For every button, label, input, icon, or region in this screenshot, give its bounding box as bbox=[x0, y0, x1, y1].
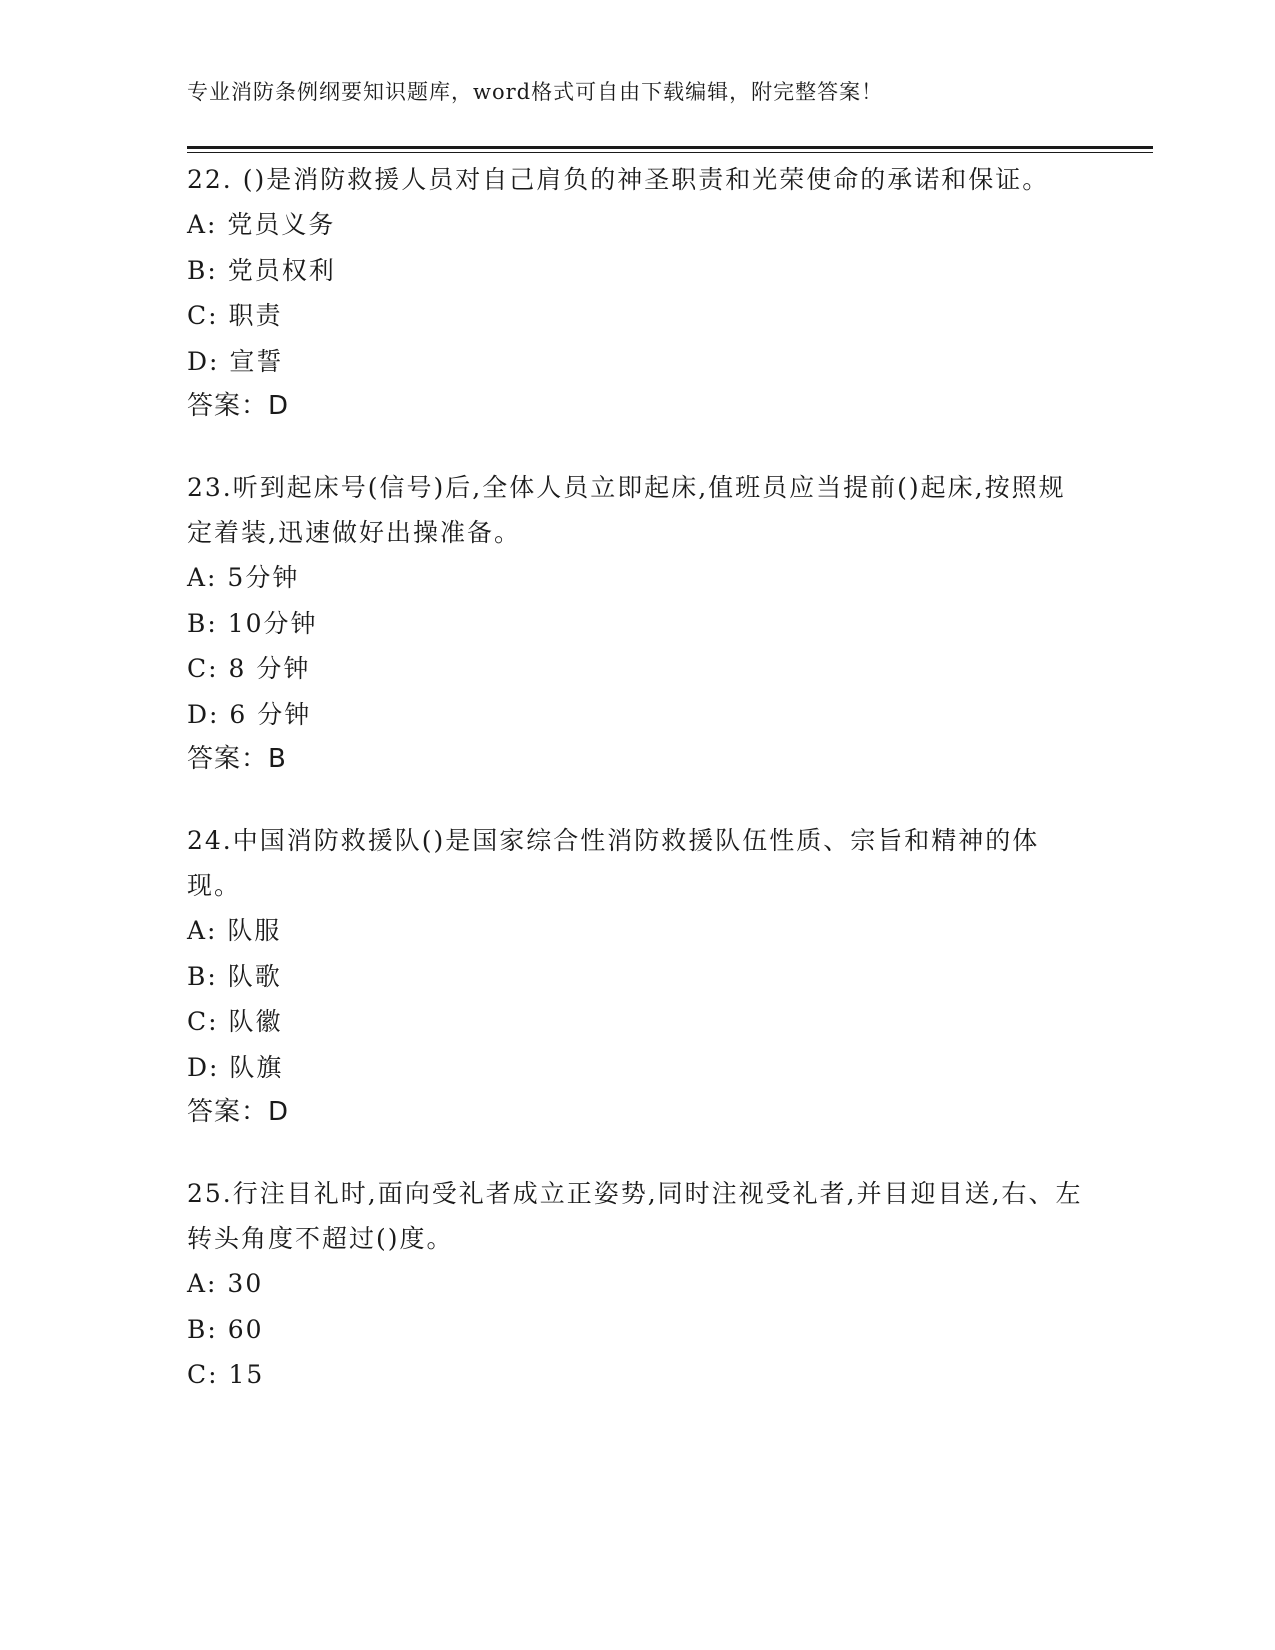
option-d: D: 宣誓 bbox=[187, 346, 284, 376]
header-divider bbox=[187, 146, 1153, 153]
answer-line: 答案：D bbox=[187, 391, 290, 421]
option-c: C: 队徽 bbox=[187, 1007, 283, 1036]
option-a: A: 5分钟 bbox=[187, 563, 300, 592]
option-b: B: 60 bbox=[187, 1314, 264, 1344]
option-a: A: 党员义务 bbox=[187, 210, 336, 239]
option-c: C: 15 bbox=[187, 1360, 265, 1389]
question-stem: 24.中国消防救援队()是国家综合性消防救援队伍性质、宗旨和精神的体现。 bbox=[187, 826, 1040, 900]
question-stem: 22. ()是消防救援人员对自己肩负的神圣职责和光荣使命的承诺和保证。 bbox=[187, 165, 1050, 194]
answer-line: 答案：B bbox=[187, 744, 287, 774]
option-a: A: 30 bbox=[187, 1269, 264, 1298]
answer-line: 答案：D bbox=[187, 1097, 290, 1127]
page-header-text: 专业消防条例纲要知识题库，word格式可自由下载编辑，附完整答案！ bbox=[187, 80, 884, 104]
question-24 bbox=[187, 818, 1087, 1135]
question-25 bbox=[187, 1171, 1087, 1398]
option-d: D: 队旗 bbox=[187, 1052, 284, 1082]
option-a: A: 队服 bbox=[187, 916, 282, 945]
question-22 bbox=[187, 157, 1087, 429]
option-b: B: 党员权利 bbox=[187, 255, 336, 285]
option-c: C: 8 分钟 bbox=[187, 654, 311, 683]
question-list bbox=[187, 157, 1087, 1434]
question-stem: 23.听到起床号(信号)后,全体人员立即起床,值班员应当提前()起床,按照规定着装,迅速做好出操准备。 bbox=[187, 473, 1066, 547]
question-23 bbox=[187, 465, 1087, 782]
option-d: D: 6 分钟 bbox=[187, 699, 312, 729]
option-c: C: 职责 bbox=[187, 301, 283, 330]
option-b: B: 队歌 bbox=[187, 961, 282, 991]
question-stem: 25.行注目礼时,面向受礼者成立正姿势,同时注视受礼者,并目迎目送,右、左转头角度不超过()度。 bbox=[187, 1179, 1083, 1253]
option-b: B: 10分钟 bbox=[187, 608, 318, 638]
